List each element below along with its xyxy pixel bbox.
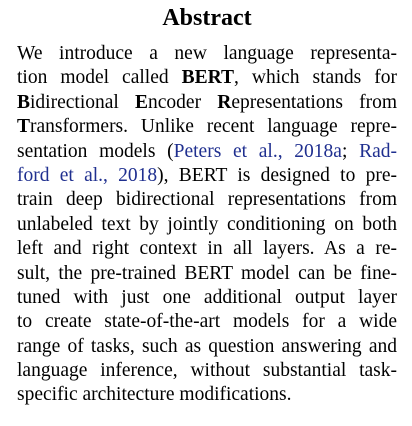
abstract-line: tuned with just one additional output layer — [17, 286, 397, 308]
abstract-line: to create state-of-the-art models for a wide — [17, 311, 397, 333]
bold-term: R — [217, 91, 232, 113]
bold-term: T — [17, 116, 31, 138]
abstract-line: ford et al., 2018), BERT is designed to pre- — [17, 164, 397, 186]
abstract-line: Bidirectional Encoder Representations from — [17, 91, 397, 113]
bold-term: BERT — [181, 67, 235, 89]
abstract-line: language inference, without substantial task- — [17, 360, 397, 382]
abstract-line: Transformers. Unlike recent language repre- — [17, 116, 397, 138]
abstract-line: specific architecture modifications. — [17, 384, 292, 406]
abstract-line: sentation models (Peters et al., 2018a; Rad- — [17, 140, 397, 162]
citation-link[interactable]: Rad- — [359, 140, 397, 162]
citation-link[interactable]: ford et al., 2018 — [17, 164, 158, 186]
abstract-line: unlabeled text by jointly conditioning on both — [17, 213, 397, 235]
abstract-line: train deep bidirectional representations from — [17, 189, 397, 211]
citation-link[interactable]: Peters et al., 2018a — [173, 140, 342, 162]
abstract-line: sult, the pre-trained BERT model can be fine- — [17, 262, 397, 284]
bold-term: E — [135, 91, 149, 113]
bold-term: B — [17, 91, 31, 113]
abstract-section — [17, 0, 397, 408]
abstract-line: We introduce a new language representa- — [17, 43, 397, 64]
abstract-body — [17, 42, 397, 408]
abstract-line: tion model called BERT, which stands for — [17, 67, 397, 89]
abstract-line: range of tasks, such as question answering and — [17, 335, 397, 357]
abstract-heading: Abstract — [162, 5, 252, 31]
abstract-line: left and right context in all layers. As a re- — [17, 238, 397, 260]
